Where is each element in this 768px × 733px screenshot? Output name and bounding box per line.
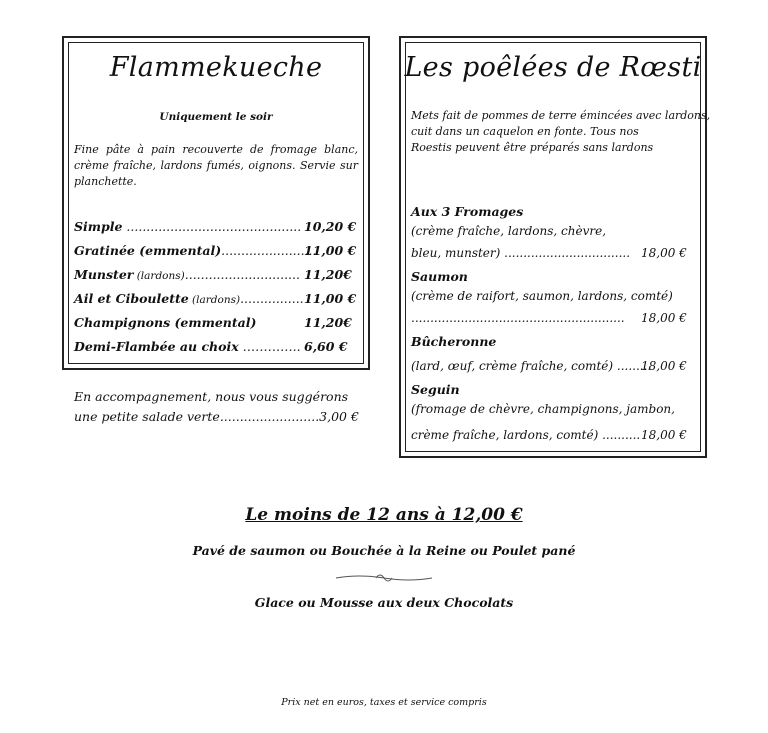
kids-menu-dessert: Glace ou Mousse aux deux Chocolats xyxy=(254,595,514,610)
accompaniment-line-1: En accompagnement, nous vous suggérons xyxy=(74,389,349,404)
item-price: 11,20€ xyxy=(304,315,352,330)
item-detail: (lardons) xyxy=(133,270,185,282)
item-price: 10,20 € xyxy=(304,219,357,234)
item-dots: ................ xyxy=(240,291,304,306)
menu-item xyxy=(74,315,256,330)
kids-menu-title: Le moins de 12 ans à 12,00 € xyxy=(245,505,523,525)
item-name: Munster xyxy=(74,267,134,282)
item-dots: ........................ xyxy=(221,243,317,258)
roesti-item-price: 18,00 € xyxy=(641,359,687,373)
menu-item xyxy=(74,243,317,258)
menu-item xyxy=(74,267,300,282)
roesti-item-desc: ........................................................ xyxy=(411,311,625,325)
item-dots: ………….. xyxy=(238,339,301,354)
menu-item xyxy=(74,339,301,354)
item-price: 11,00 € xyxy=(304,291,357,306)
roesti-item-name: Seguin xyxy=(411,382,460,397)
footer-note: Prix net en euros, taxes et service compris xyxy=(281,697,487,708)
roesti-item-price: 18,00 € xyxy=(641,311,687,325)
roesti-item-desc: (lard, œuf, crème fraîche, comté) ......... xyxy=(411,359,652,373)
menu-item xyxy=(74,219,301,234)
roesti-item-name: Aux 3 Fromages xyxy=(411,204,524,219)
item-name: Ail et Ciboulette xyxy=(74,291,189,306)
flammekueche-box xyxy=(62,36,370,370)
item-name: Simple xyxy=(74,219,123,234)
roesti-item-price: 18,00 € xyxy=(641,246,687,260)
roesti-item-name: Bûcheronne xyxy=(411,334,497,349)
item-name: Champignons (emmental) xyxy=(74,315,257,330)
item-name: Demi-Flambée au choix xyxy=(74,339,239,354)
item-detail: (lardons) xyxy=(188,294,241,306)
roesti-item-desc: (crème fraîche, lardons, chèvre, xyxy=(411,224,607,238)
item-dots: ............................................ xyxy=(122,219,302,234)
flammekueche-subtitle: Uniquement le soir xyxy=(159,111,273,123)
roesti-description-3: Roestis peuvent être préparés sans lardons xyxy=(411,141,654,154)
roesti-item-desc: (crème de raifort, saumon, lardons, comté) xyxy=(411,289,673,303)
item-price: 11,00 € xyxy=(304,243,357,258)
menu-item xyxy=(74,291,304,306)
item-name: Gratinée (emmental) xyxy=(74,243,222,258)
roesti-item-name: Saumon xyxy=(411,269,468,284)
roesti-item-desc: (fromage de chèvre, champignons, jambon, xyxy=(411,402,675,416)
item-dots: ............................. xyxy=(184,267,300,282)
roesti-title: Les poêlées de Rœsti xyxy=(404,52,702,83)
roesti-item-price: 18,00 € xyxy=(641,428,687,442)
ornament-divider-icon xyxy=(334,570,434,586)
roesti-description-1: Mets fait de pommes de terre émincées avec lardons, xyxy=(411,109,711,122)
item-price: 6,60 € xyxy=(304,339,348,354)
roesti-item-desc: bleu, munster) ................................. xyxy=(411,246,631,260)
roesti-description-2: cuit dans un caquelon en fonte. Tous nos xyxy=(411,125,639,138)
accompaniment-line-2: une petite salade verte.........................3,00 € xyxy=(74,409,359,424)
item-price: 11,20€ xyxy=(304,267,352,282)
roesti-box xyxy=(399,36,711,458)
flammekueche-description: Fine pâte à pain recouverte de fromage blanc, crème fraîche, lardons fumés, oignons. Servie sur planchette. xyxy=(74,143,358,188)
roesti-item-desc: crème fraîche, lardons, comté) .......... xyxy=(411,428,641,442)
flammekueche-title: Flammekueche xyxy=(109,52,323,83)
kids-menu-main: Pavé de saumon ou Bouchée à la Reine ou Poulet pané xyxy=(192,543,576,558)
